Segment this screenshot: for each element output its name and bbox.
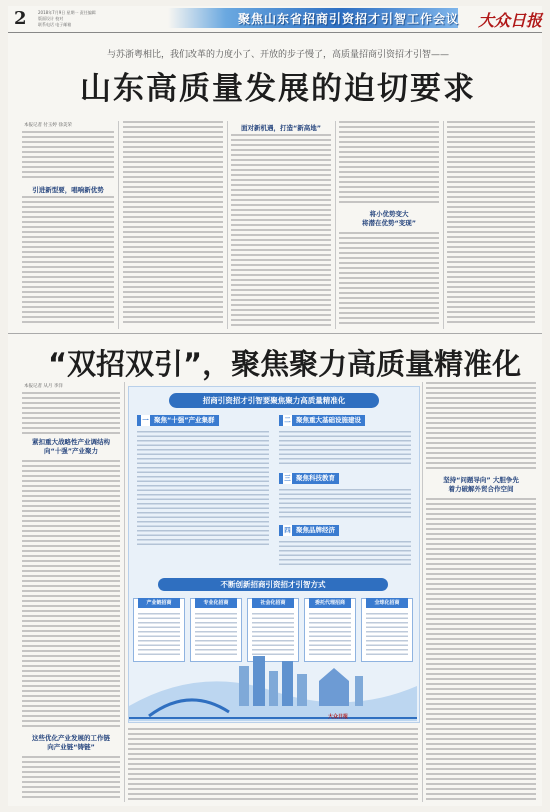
section-label: 聚焦重大基础设施建设 xyxy=(296,416,361,424)
body-text xyxy=(22,460,120,730)
infographic-section xyxy=(137,415,219,426)
section-label: 聚焦科技教育 xyxy=(296,474,335,482)
section-banner xyxy=(168,8,458,28)
body-text xyxy=(22,131,114,181)
section-rule xyxy=(8,333,542,334)
article1-subhead: 引进新型要，唱响新优势 xyxy=(32,186,104,194)
page-number: 2 xyxy=(14,8,27,29)
body-text xyxy=(22,392,120,434)
method-title: 社会化招商 xyxy=(252,598,294,608)
article2-subhead: 坚持“问题导向” 大胆争先 着力破解外贸合作空间 xyxy=(443,476,519,493)
banner-title: 聚焦山东省招商引资招才引智工作会议 xyxy=(238,12,460,26)
infographic-text xyxy=(279,541,411,565)
infographic-text xyxy=(279,489,411,519)
article2-byline: 本报记者 从月 李洋 xyxy=(24,384,63,389)
page-header xyxy=(8,6,542,30)
body-text xyxy=(128,728,418,800)
method-title: 产业链招商 xyxy=(138,598,180,608)
infographic-credit: 大众日报 xyxy=(328,714,349,720)
article1-kicker: 与苏浙粤相比，我们改革的力度小了、开放的步子慢了，高质量招商引资招才引智—— xyxy=(106,50,449,60)
article1-headline: 山东高质量发展的迫切要求 xyxy=(80,71,476,107)
section-number: 三 xyxy=(284,474,291,482)
column-divider xyxy=(422,382,423,802)
body-text xyxy=(231,134,331,326)
body-text xyxy=(22,756,120,800)
article1-byline: 本报记者 付玉婷 徐美荣 xyxy=(24,123,72,128)
infographic-section xyxy=(279,473,339,484)
article2-headline: “双招双引”，聚焦聚力高质量精准化 xyxy=(48,347,522,381)
body-text xyxy=(447,121,535,326)
section-number: 四 xyxy=(284,526,291,534)
meta-line: 2018年7月9日 星期一 责任编辑 xyxy=(38,10,96,15)
infographic-text xyxy=(137,431,269,547)
methods-banner: 不断创新招商引资招才引智方式 xyxy=(158,578,388,591)
body-text xyxy=(22,196,114,326)
section-number: 二 xyxy=(284,416,291,424)
body-text xyxy=(339,121,439,206)
article2-subhead: 紧扣重大战略性产业调结构 向“十强”产业聚力 xyxy=(32,438,110,455)
column-divider xyxy=(227,121,228,329)
method-title: 委托代理招商 xyxy=(309,598,351,608)
infographic-section xyxy=(279,415,365,426)
newspaper-page xyxy=(8,6,542,806)
article2-subhead: 这些优化产业发展的工作链 向产业链“铸链” xyxy=(32,734,110,751)
meta-line: 版面设计 校对 xyxy=(38,16,64,21)
newspaper-logo: 大众日报 xyxy=(478,11,543,30)
article1-subhead: 将小优势变大 将潜在优势“变现” xyxy=(361,210,417,227)
section-label: 聚焦“十强”产业集群 xyxy=(154,416,215,424)
header-meta xyxy=(38,10,158,28)
body-text xyxy=(426,382,536,472)
column-divider xyxy=(124,382,125,802)
infographic-title: 招商引资招才引智要聚焦聚力高质量精准化 xyxy=(169,393,379,408)
infographic-text xyxy=(279,431,411,467)
method-title: 专业化招商 xyxy=(195,598,237,608)
article1-subhead: 面对新机遇，打造“新高地” xyxy=(240,124,322,132)
column-divider xyxy=(118,121,119,329)
section-label: 聚焦品牌经济 xyxy=(296,526,335,534)
city-skyline-illustration xyxy=(129,646,417,721)
column-divider xyxy=(443,121,444,329)
body-text xyxy=(123,121,223,326)
section-number: 一 xyxy=(142,416,149,424)
header-rule xyxy=(8,32,542,33)
meta-line: 联系电话 电子邮箱 xyxy=(38,22,72,27)
infographic-section xyxy=(279,525,339,536)
method-title: 全球化招商 xyxy=(366,598,408,608)
body-text xyxy=(339,232,439,326)
column-divider xyxy=(335,121,336,329)
body-text xyxy=(426,498,536,800)
